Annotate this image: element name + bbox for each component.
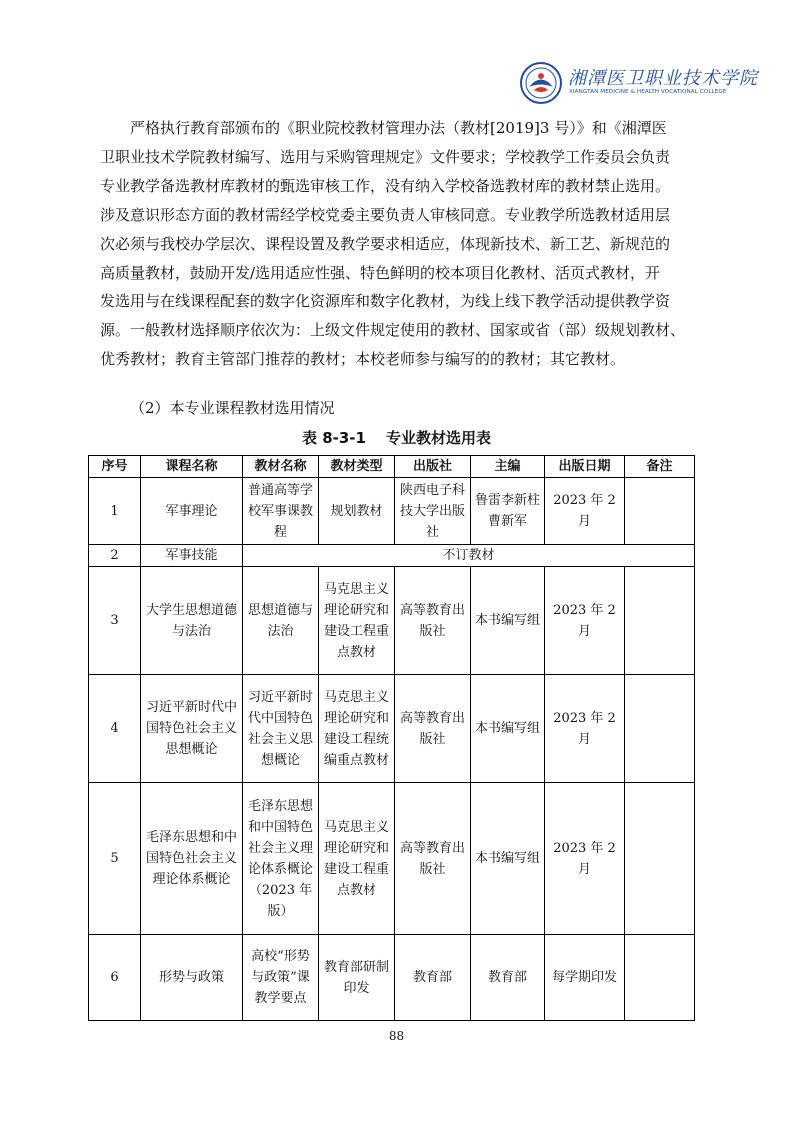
paragraph-line: 优秀教材；教育主管部门推荐的教材；本校老师参与编写的的教材；其它教材。 [100,350,626,369]
row-number: 6 [89,935,141,1021]
table-row [89,545,695,567]
table-title: 专业教材选用表 [385,429,491,447]
textbook-type: 规划教材 [319,478,395,545]
textbook-name: 毛泽东思想和中国特色社会主义理论体系概论（2023 年版） [243,783,319,935]
paragraph-line: 专业教学备选教材库教材的甄选审核工作，没有纳入学校备选教材库的教材禁止选用。 [100,176,671,195]
textbook-type: 马克思主义理论研究和建设工程统编重点教材 [319,675,395,783]
textbook-name: 普通高等学校军事课教程 [243,478,319,545]
course-name: 军事理论 [141,478,243,545]
publish-date: 2023 年 2 月 [545,783,625,935]
publish-date: 2023 年 2 月 [545,567,625,675]
note [625,675,695,783]
editor: 本书编写组 [471,675,545,783]
textbook-name: 思想道德与法治 [243,567,319,675]
course-name: 毛泽东思想和中国特色社会主义理论体系概论 [141,783,243,935]
paragraph-line: 源。一般教材选择顺序依次为：上级文件规定使用的教材、国家或省（部）级规划教材、 [100,321,686,340]
publisher: 教育部 [395,935,471,1021]
paragraph-line: 发选用与在线课程配套的数字化资源库和数字化教材，为线上线下教学活动提供教学资 [100,292,671,311]
table-header-row [89,456,695,478]
publish-date: 2023 年 2 月 [545,478,625,545]
textbook-name: 习近平新时代中国特色社会主义思想概论 [243,675,319,783]
publish-date: 2023 年 2 月 [545,675,625,783]
college-emblem-icon [520,62,562,104]
logo-english-name: XIANGTAN MEDICINE & HEALTH VOCATIONAL COLLEGE [569,89,727,95]
header-cell: 序号 [89,456,141,478]
table-caption [0,427,793,448]
publisher: 高等教育出版社 [395,675,471,783]
logo-chinese-name: 湘潭医卫职业技术学院 [568,68,758,89]
row-number: 5 [89,783,141,935]
textbook-selection-table [88,455,695,1021]
paragraph-line: 涉及意识形态方面的教材需经学校党委主要负责人审核同意。专业教学所选教材适用层 [100,205,671,224]
header-cell: 课程名称 [141,456,243,478]
table-row [89,783,695,935]
editor: 教育部 [471,935,545,1021]
table-number: 表 8-3-1 [301,429,366,447]
note [625,783,695,935]
course-name: 形势与政策 [141,935,243,1021]
row-number: 4 [89,675,141,783]
header-cell: 教材类型 [319,456,395,478]
row-number: 1 [89,478,141,545]
header-cell: 备注 [625,456,695,478]
row-number: 3 [89,567,141,675]
textbook-name: 高校“形势与政策”课教学要点 [243,935,319,1021]
paragraph-line: 卫职业技术学院教材编写、选用与采购管理规定》文件要求；学校教学工作委员会负责 [100,147,671,166]
course-name: 军事技能 [141,545,243,567]
paragraph-line: 次必须与我校办学层次、课程设置及教学要求相适应，体现新技术、新工艺、新规范的 [100,234,671,253]
publisher: 高等教育出版社 [395,567,471,675]
note [625,567,695,675]
note [625,935,695,1021]
section-subheading: （2）本专业课程教材选用情况 [130,399,335,417]
no-textbook-note: 不订教材 [243,545,695,567]
course-name: 习近平新时代中国特色社会主义思想概论 [141,675,243,783]
publish-date: 每学期印发 [545,935,625,1021]
header-cell: 教材名称 [243,456,319,478]
note [625,478,695,545]
college-logo [520,62,758,108]
table-row [89,567,695,675]
table-row [89,935,695,1021]
policy-paragraph [100,114,700,374]
publisher: 高等教育出版社 [395,783,471,935]
course-name: 大学生思想道德与法治 [141,567,243,675]
textbook-type: 教育部研制印发 [319,935,395,1021]
editor: 本书编写组 [471,783,545,935]
paragraph-line: 严格执行教育部颁布的《职业院校教材管理办法（教材[2019]3 号）》和《湘潭医 [130,119,667,137]
header-cell: 出版日期 [545,456,625,478]
row-number: 2 [89,545,141,567]
table-row [89,675,695,783]
table-row [89,478,695,545]
header-cell: 出版社 [395,456,471,478]
editor: 鲁雷李新柱曹新军 [471,478,545,545]
editor: 本书编写组 [471,567,545,675]
paragraph-line: 高质量教材，鼓励开发/选用适应性强、特色鲜明的校本项目化教材、活页式教材，开 [100,263,661,282]
textbook-type: 马克思主义理论研究和建设工程重点教材 [319,783,395,935]
header-cell: 主编 [471,456,545,478]
page-number: 88 [388,1029,405,1043]
textbook-type: 马克思主义理论研究和建设工程重点教材 [319,567,395,675]
publisher: 陕西电子科技大学出版社 [395,478,471,545]
